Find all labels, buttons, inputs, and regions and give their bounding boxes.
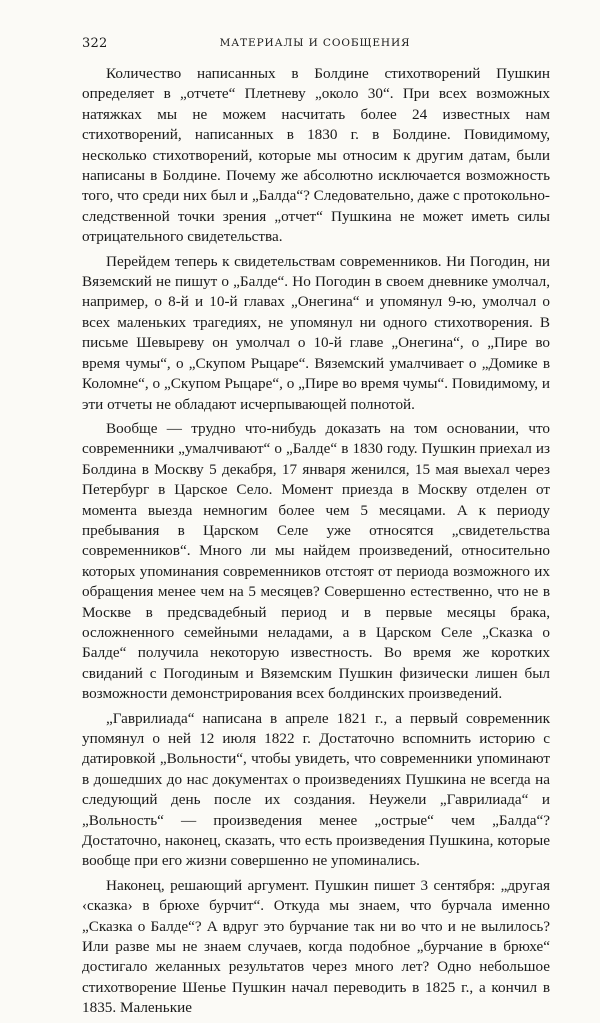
paragraph: „Гаврилиада“ написана в апреле 1821 г., а первый современник упомянул о ней 12 июля 1822 г. Достаточно вспомнить историю с датировкой „Вольности“, чтобы увидеть, что современники упоминают в дошедших до нас документах о произведениях Пушкина не всегда на следующий день после их создания. Неужели „Гаврилиада“ и „Вольность“ — произведения менее „острые“ чем „Балда“? Достаточно, наконец, сказать, что есть произведения Пушкина, которые вообще при его жизни совершенно не упоминались. <box>82 709 550 870</box>
running-head <box>82 36 548 54</box>
paragraph: Вообще — трудно что-нибудь доказать на том основании, что современники „умалчивают“ о „Балде“ в 1830 году. Пушкин приехал из Болдина в Москву 5 декабря, 17 января женился, 15 мая выехал через Петербург в Царское Село. Момент приезда в Москву отделен от момента выезда немногим более чем 5 месяцами. А к периоду пребывания в Царском Селе уже относятся „свидетельства современников“. Много ли мы найдем произведений, относительно которых упоминания современников отстоят от периода возможного их обращения менее чем на 5 месяцев? Совершенно естественно, что не в Москве в предсвадебный период и в первые месяцы брака, осложненного семейными неладами, а в Царском Селе „Сказка о Балде“ получила некоторую известность. Во время же коротких свиданий с Погодиным и Вяземским Пушкин физически лишен был возможности демонстрирования всех болдинских произведений. <box>82 419 550 703</box>
paragraph: Количество написанных в Болдине стихотворений Пушкин определяет в „отчете“ Плетневу „около 30“. При всех возможных натяжках мы не можем насчитать более 24 известных нам стихотворений, написанных в 1830 г. в Болдине. Повидимому, несколько стихотворений, которые мы относим к другим датам, были написаны в Болдине. Почему же абсолютно исключается возможность того, что среди них был и „Балда“? Следовательно, даже с протокольно-следственной точки зрения „отчет“ Пушкина не может иметь силы отрицательного свидетельства. <box>82 65 550 246</box>
page-number: 322 <box>82 36 108 51</box>
paragraph: Наконец, решающий аргумент. Пушкин пишет 3 сентября: „другая ‹сказка› в брюхе бурчит“. Откуда мы знаем, что бурчала именно „Сказка о Балде“? А вдруг это бурчание так ни во что и не вылилось? Или разве мы не знаем случаев, когда подобное „бурчание в брюхе“ достигало желанных результатов через много лет? Одно небольшое стихотворение Шенье Пушкин начал переводить в 1825 г., а кончил в 1835. Маленькие <box>82 876 550 1017</box>
body-text <box>82 64 550 1023</box>
section-title: МАТЕРИАЛЫ И СООБЩЕНИЯ <box>219 37 411 49</box>
paragraph: Перейдем теперь к свидетельствам современников. Ни Погодин, ни Вяземский не пишут о „Балде“. Но Погодин в своем дневнике умолчал, например, о 8-й и 10-й главах „Онегина“ и упомянул 9-ю, умолчал о всех маленьких трагедиях, не упомянул ни одного стихотворения. В письме Шевыреву он умолчал о 10-й главе „Онегина“, о „Пире во время чумы“, о „Скупом Рыцаре“. Вяземский умалчивает о „Домике в Коломне“, о „Скупом Рыцаре“, о „Пире во время чумы“. Повидимому, и эти отчеты не обладают исчерпывающей полнотой. <box>82 252 550 413</box>
